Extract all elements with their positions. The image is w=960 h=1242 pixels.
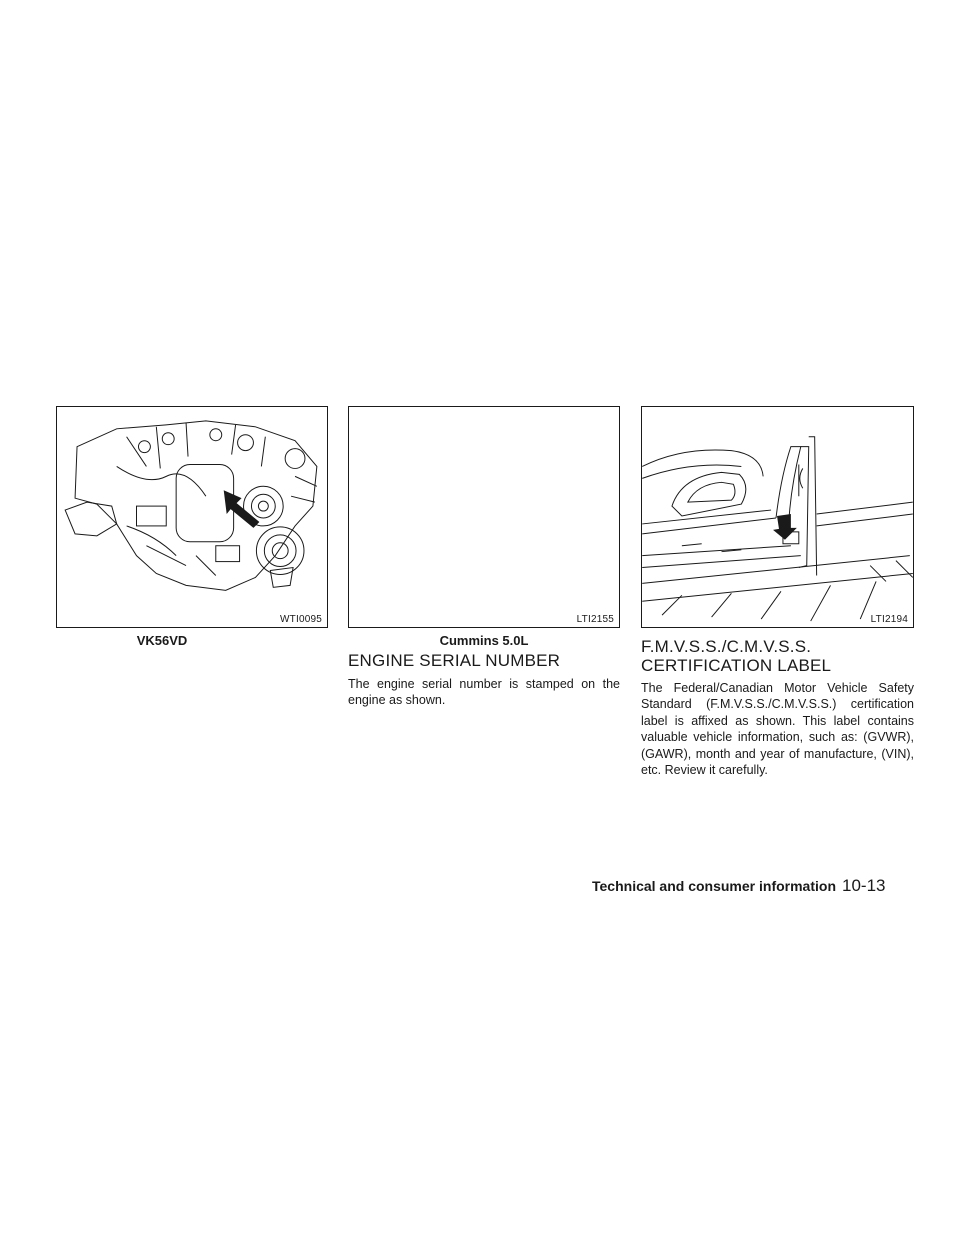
door-sill-illustration <box>642 407 913 627</box>
figure-caption: Cummins 5.0L <box>439 633 529 648</box>
footer-section-title: Technical and consumer information <box>592 878 837 894</box>
heading-line: CERTIFICATION LABEL <box>641 656 832 675</box>
figure-code: WTI0095 <box>280 614 322 625</box>
figure-caption: VK56VD <box>136 633 188 648</box>
section-heading <box>641 637 921 675</box>
page-footer <box>592 876 922 896</box>
heading-line: F.M.V.S.S./C.M.V.S.S. <box>641 637 812 656</box>
engine-illustration <box>57 407 327 627</box>
figure-code: LTI2194 <box>870 614 908 625</box>
certification-label-figure <box>641 406 914 628</box>
engine-cummins-figure <box>348 406 620 628</box>
engine-vk56vd-figure <box>56 406 328 628</box>
figure-code: LTI2155 <box>576 614 614 625</box>
page-number: 10-13 <box>842 876 886 895</box>
section-paragraph: The engine serial number is stamped on the engine as shown. <box>348 677 620 708</box>
section-heading: ENGINE SERIAL NUMBER <box>348 651 561 670</box>
section-paragraph: The Federal/Canadian Motor Vehicle Safety Standard (F.M.V.S.S./C.M.V.S.S.) certification label is affixed as shown. This label contains valuable vehicle information, such as: (GVWR), (GAWR), month and year of manufacture, (VIN), etc. Review it carefully. <box>641 681 914 778</box>
